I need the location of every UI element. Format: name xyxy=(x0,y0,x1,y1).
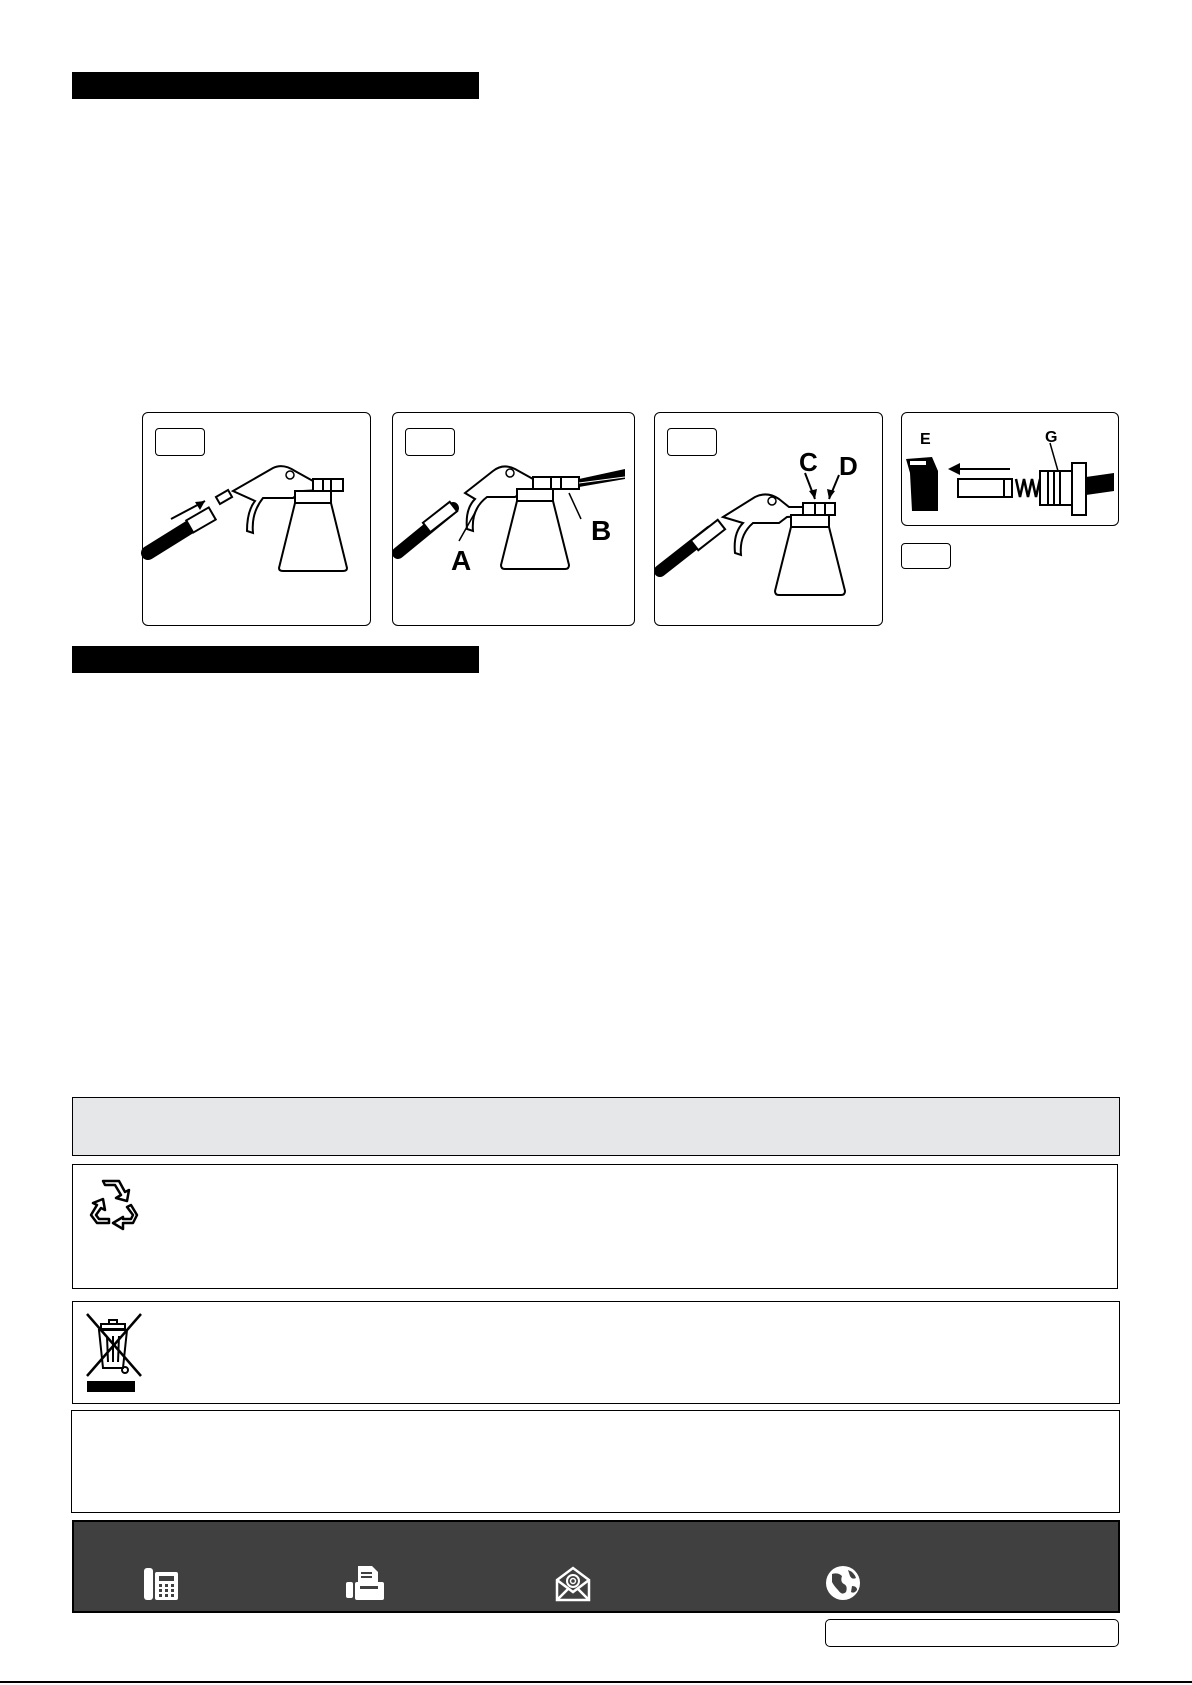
figure-4 xyxy=(901,412,1119,526)
contact-bar xyxy=(72,1520,1120,1613)
globe-icon xyxy=(824,1564,862,1602)
callout-label-g: G xyxy=(1045,429,1058,446)
callout-label-a: A xyxy=(451,545,472,576)
fax-icon xyxy=(344,1564,386,1602)
callout-label-b: B xyxy=(591,515,612,546)
callout-label-d: D xyxy=(839,451,858,481)
crossed-bin-icon xyxy=(83,1310,145,1394)
section-header-bar-1 xyxy=(72,72,479,99)
figure-3 xyxy=(654,412,883,626)
callout-label-e: E xyxy=(920,431,931,448)
weee-box xyxy=(72,1301,1120,1404)
page-bottom-rule xyxy=(0,1681,1192,1683)
gray-note-box xyxy=(72,1097,1120,1156)
note-box xyxy=(71,1410,1120,1513)
version-info-box xyxy=(825,1619,1119,1647)
recycling-box xyxy=(72,1164,1118,1289)
email-icon xyxy=(554,1564,592,1602)
spray-gun-connect-illustration xyxy=(143,413,370,625)
nozzle-parts-illustration xyxy=(902,413,1118,525)
section-header-bar-2 xyxy=(72,646,479,673)
spray-gun-adjust-illustration xyxy=(655,413,882,625)
recycle-icon xyxy=(83,1177,143,1237)
figure-2 xyxy=(392,412,635,626)
callout-label-c: C xyxy=(799,447,818,477)
figure-4-tag xyxy=(901,543,951,569)
phone-icon xyxy=(142,1566,180,1602)
figure-1 xyxy=(142,412,371,626)
